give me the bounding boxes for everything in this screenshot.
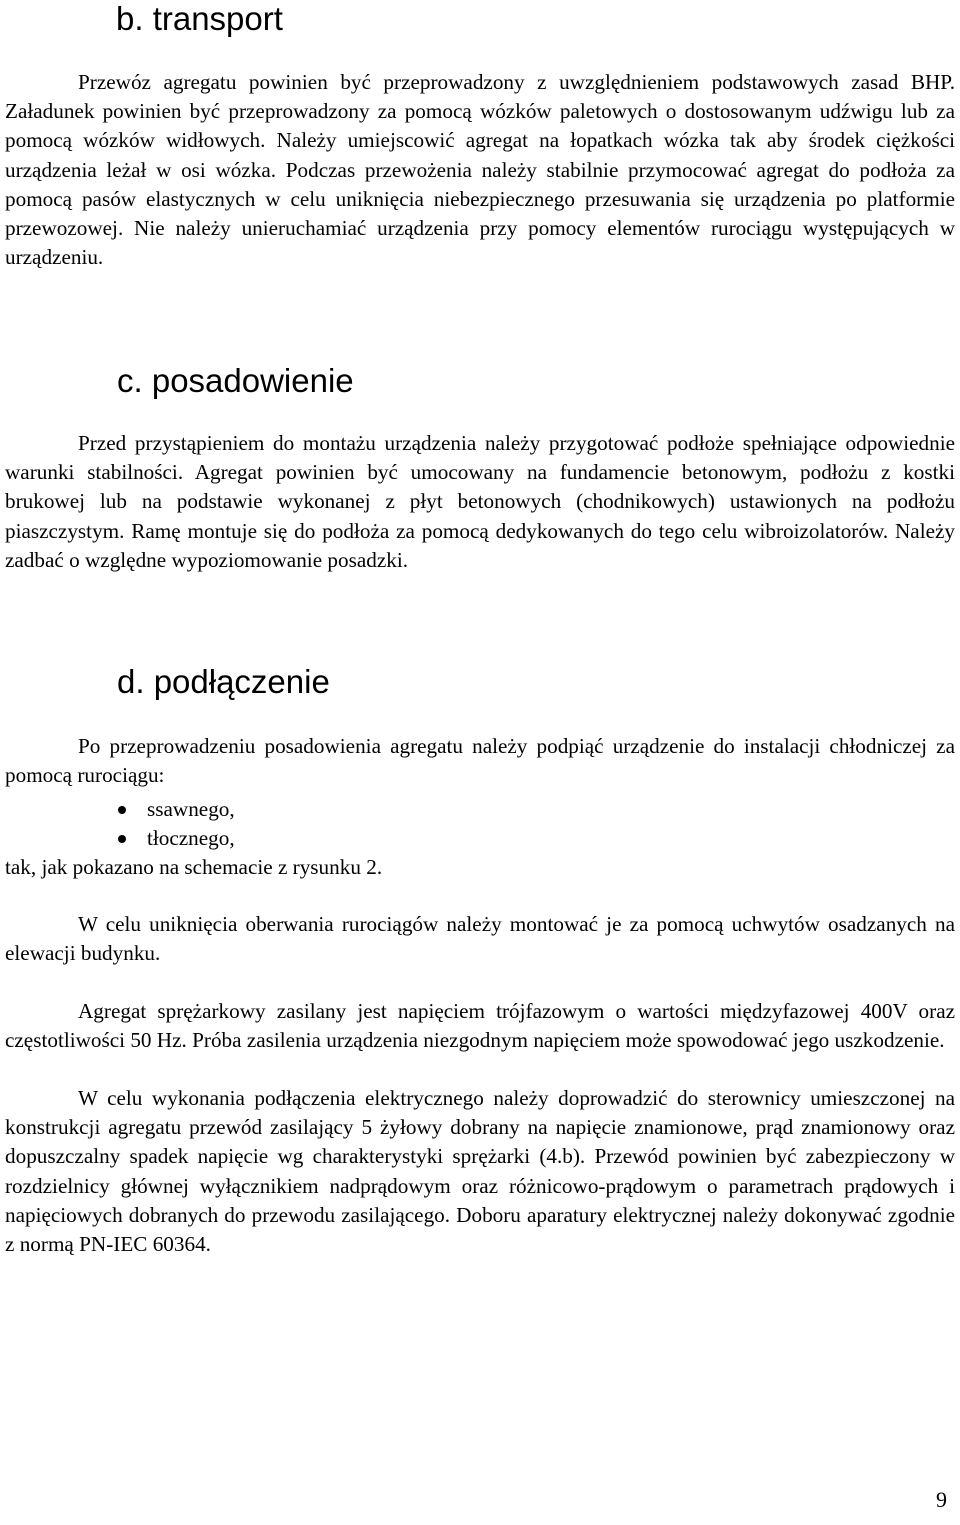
paragraph-electrical-connection: W celu wykonania podłączenia elektrycznego należy doprowadzić do sterownicy umieszczonej na konstrukcji agregatu przewód zasilający 5 żyłowy dobrany na napięcie znamionowe, prąd znamionowy oraz dopuszczalny spadek napięcie wg charakterystyki sprężarki (4.b). Przewód powinien być zabezpieczony w rozdzielnicy głównej wyłącznikiem nadprądowym oraz różnicowo-prądowym o parametrach prądowych i napięciowych dobranych do przewodu zasilającego. Doboru aparatury elektrycznej należy dokonywać zgodnie z normą PN-IEC 60364.: [5, 1086, 955, 1257]
list-item: [0, 824, 600, 853]
section-heading-transport: b. transport: [116, 0, 283, 37]
list-item: [0, 795, 600, 824]
paragraph-posadowienie: Przed przystąpieniem do montażu urządzenia należy przygotować podłoże spełniające odpowiednie warunki stabilności. Agregat powinien być umocowany na fundamencie betonowym, podłożu z kostki brukowej lub na podstawie wykonanej z płyt betonowych (chodnikowych) ustawionych na podłożu piaszczystym. Ramę montuje się do podłoża za pomocą dedykowanych do tego celu wibroizolatorów. Należy zadbać o względne wypoziomowanie posadzki.: [5, 431, 955, 572]
list-item-text: tłocznego,: [147, 826, 235, 850]
paragraph-power-supply: Agregat sprężarkowy zasilany jest napięciem trójfazowym o wartości międzyfazowej 400V oraz częstotliwości 50 Hz. Próba zasilenia urządzenia niezgodnym napięciem może spowodować jego uszkodzenie.: [5, 999, 955, 1053]
bullet-icon: [118, 806, 126, 814]
list-item-text: ssawnego,: [147, 797, 235, 821]
paragraph-mounting: W celu uniknięcia oberwania rurociągów należy montować je za pomocą uchwytów osadzanych na elewacji budynku.: [5, 912, 955, 966]
bullet-icon: [118, 835, 126, 843]
paragraph-podlaczenie-intro: Po przeprowadzeniu posadowienia agregatu należy podpiąć urządzenie do instalacji chłodniczej za pomocą rurociągu:: [5, 734, 955, 788]
page-number: 9: [936, 1487, 947, 1512]
section-heading-podlaczenie: d. podłączenie: [117, 663, 330, 700]
paragraph-transport: Przewóz agregatu powinien być przeprowadzony z uwzględnieniem podstawowych zasad BHP. Załadunek powinien być przeprowadzony za pomocą wózków paletowych o dostosowanym udźwigu lub za pomocą wózków widłowych. Należy umiejscowić agregat na łopatkach wózka tak aby środek ciężkości urządzenia leżał w osi wózka. Podczas przewożenia należy stabilnie przymocować agregat do podłoża za pomocą pasów elastycznych w celu uniknięcia niebezpiecznego przesuwania się urządzenia po platformie przewozowej. Nie należy unieruchamiać urządzenia przy pomocy elementów rurociągu występujących w urządzeniu.: [5, 70, 955, 270]
paragraph-after-list: tak, jak pokazano na schemacie z rysunku 2.: [5, 855, 383, 879]
section-heading-posadowienie: c. posadowienie: [117, 362, 354, 399]
